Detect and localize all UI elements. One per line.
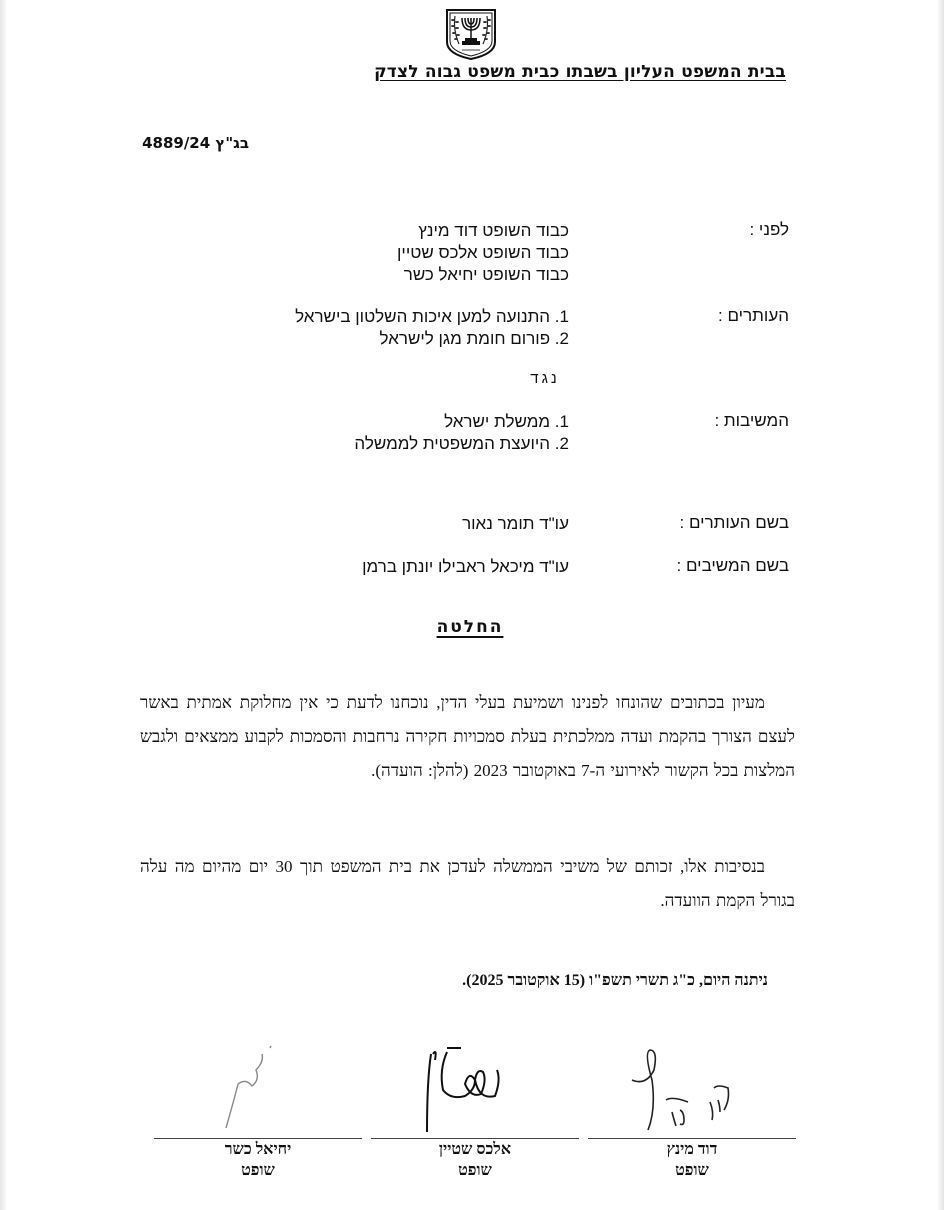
signature-block-kasher: [154, 1040, 362, 1200]
signature-block-mintz: [588, 1040, 796, 1200]
respondent-item: 1. ממשלת ישראל: [444, 412, 569, 431]
signer-name: יחיאל כשר: [224, 1141, 292, 1158]
court-title: בבית המשפט העליון בשבתו כבית משפט גבוה לצדק: [374, 62, 786, 82]
judges-list: [397, 220, 569, 286]
signer-role: שופט: [458, 1162, 492, 1179]
given-date: ניתנה היום, כ"ג תשרי תשפ"ו (15 אוקטובר 2025).: [462, 972, 768, 989]
judge-item: כבוד השופט אלכס שטיין: [397, 243, 569, 262]
versus-label: נגד: [530, 370, 560, 387]
signature-line: [588, 1138, 796, 1139]
signer-name: אלכס שטיין: [438, 1141, 512, 1158]
respondents-counsel: [189, 556, 789, 582]
signer-role: שופט: [675, 1162, 709, 1179]
respondents-counsel-value: עו"ד מיכאל ראבילו יונתן ברמן: [362, 557, 569, 576]
respondents-section: [189, 411, 789, 461]
signature-icon: [588, 1040, 796, 1138]
respondent-item: 2. היועצת המשפטית לממשלה: [354, 434, 569, 453]
petitioners-counsel: [189, 513, 789, 539]
petitioners-counsel-label: בשם העותרים :: [679, 513, 789, 532]
signature-block-stein: [371, 1040, 579, 1200]
signer-name: דוד מינץ: [666, 1141, 718, 1158]
judge-item: כבוד השופט יחיאל כשר: [403, 265, 569, 284]
petitioner-item: 2. פורום חומת מגן לישראל: [379, 329, 569, 348]
state-of-israel-emblem-icon: [444, 8, 498, 60]
respondents-list: [354, 411, 569, 455]
case-number: בג"ץ 4889/24: [142, 134, 249, 152]
page-edge-left: [0, 0, 6, 1210]
signer-role: שופט: [241, 1162, 275, 1179]
petitioners-list: [295, 306, 569, 350]
judge-item: כבוד השופט דוד מינץ: [418, 221, 569, 240]
decision-paragraph: מעיון בכתובים שהונחו לפנינו ושמיעת בעלי הדין, נוכחנו לדעת כי אין מחלוקת אמתית באשר לעצם הצורך בהקמת ועדה ממלכתית בעלת סמכויות חקירה נרחבות והסמכות לקבוע ממצאים ולגבש המלצות בכל הקשור לאירועי ה-7 באוקטובר 2023 (להלן: הועדה).: [140, 693, 795, 780]
petitioner-item: 1. התנועה למען איכות השלטון בישראל: [295, 307, 569, 326]
panel-section: [189, 220, 789, 290]
signature-icon: [154, 1040, 362, 1138]
panel-label: לפני :: [749, 220, 789, 239]
petitioners-section: [189, 306, 789, 356]
petitioners-counsel-value: עו"ד תומר נאור: [462, 514, 569, 533]
respondents-counsel-label: בשם המשיבים :: [676, 556, 789, 575]
signature-icon: [371, 1040, 579, 1138]
petitioners-label: העותרים :: [718, 306, 789, 325]
signature-line: [371, 1138, 579, 1139]
respondents-label: המשיבות :: [714, 411, 789, 430]
decision-title: החלטה: [436, 617, 504, 637]
decision-paragraph: בנסיבות אלו, זכותם של משיבי הממשלה לעדכן את בית המשפט תוך 30 יום מהיום מה עלה בגורל הקמת הוועדה.: [140, 857, 795, 910]
signature-line: [154, 1138, 362, 1139]
page-edge-right: [938, 0, 944, 1210]
